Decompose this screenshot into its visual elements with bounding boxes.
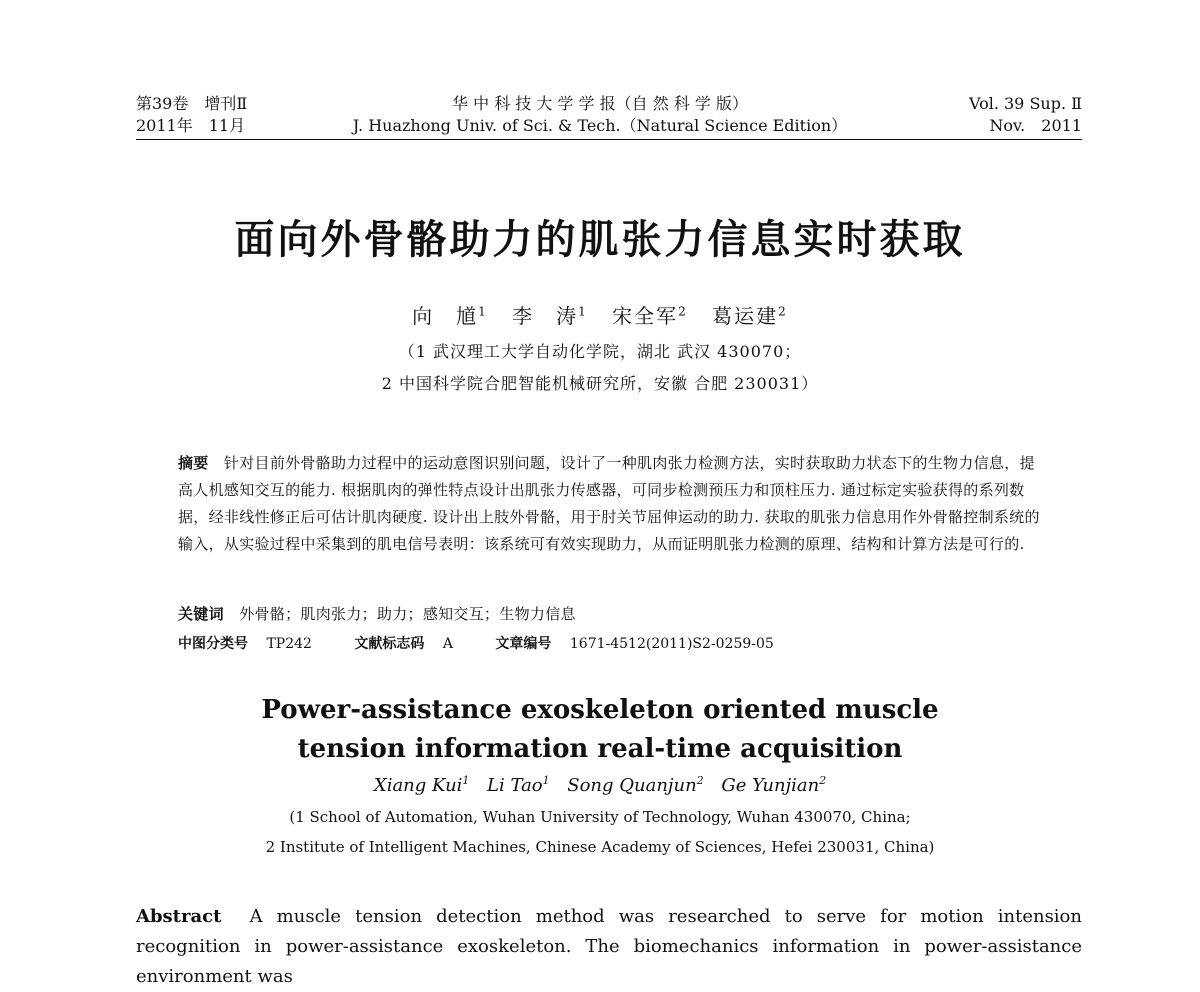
abstract-cn-text: 针对目前外骨骼助力过程中的运动意图识别问题，设计了一种肌肉张力检测方法，实时获取助力状态下的生物力信息，提高人机感知交互的能力. 根据肌肉的弹性特点设计出肌张力传感器，可同步检测预压力和顶柱压力. 通过标定实验获得的系列数据，经非线性修正后可估计肌肉硬度. 设计出上肢外骨骼，用于肘关节屈伸运动的助力. 获取的肌张力信息用作外骨骼控制系统的输入，从实验过程中采集到的肌电信号表明：该系统可有效实现助力，从而证明肌张力检测的原理、结构和计算方法是可行的. [178,454,1040,553]
affiliation-en-2: 2 Institute of Intelligent Machines, Chinese Academy of Sciences, Hefei 230031, China) [265,838,935,856]
affiliation-cn-1: （1 武汉理工大学自动化学院，湖北 武汉 430070； [398,342,802,361]
abstract-en [136,902,1082,992]
paper-title-cn: 面向外骨骼助力的肌张力信息实时获取 [234,217,966,263]
abstract-en-label: Abstract [136,906,222,927]
author-en: Song Quanjun$^2$ [567,774,704,796]
article-number-label: 文章编号 [495,636,552,652]
affiliation-en-1: (1 School of Automation, Wuhan University of Technology, Wuhan 430070, China; [289,808,911,826]
author-en: Li Tao$^1$ [487,774,550,796]
clc-label: 中图分类号 [178,636,248,652]
header-journal-en: J. Huazhong Univ. of Sci. & Tech.（Natural Science Edition） [352,116,848,135]
header-date: 2011年 11月 [136,116,246,135]
header-journal-cn: 华 中 科 技 大 学 学 报（自 然 科 学 版） [452,94,748,113]
author-cn: 向 馗$^1$ [412,304,488,328]
header-volume: 第39卷 增刊Ⅱ [136,94,248,113]
authors-cn [0,300,1200,329]
affiliation-cn-2: 2 中国科学院合肥智能机械研究所，安徽 合肥 230031） [381,374,819,393]
header-date-en: Nov. 2011 [989,116,1082,135]
clc-value: TP242 [266,636,312,652]
header-rule [136,139,1082,140]
header-volume-en: Vol. 39 Sup. Ⅱ [968,94,1082,113]
paper-title-en-line1: Power-assistance exoskeleton oriented muscle [261,695,939,725]
keywords-cn [178,601,1043,628]
doc-code-label: 文献标志码 [354,636,425,652]
keywords-text: 外骨骼；肌肉张力；助力；感知交互；生物力信息 [239,605,576,623]
author-cn: 葛运建$^2$ [712,304,788,328]
authors-en [0,775,1200,796]
author-cn: 李 涛$^1$ [512,304,588,328]
paper-title-en-line2: tension information real-time acquisition [297,734,903,764]
article-number-value: 1671-4512(2011)S2-0259-05 [569,636,774,652]
author-en: Xiang Kui$^1$ [373,774,470,796]
classification-line [178,633,774,655]
keywords-label: 关键词 [178,605,224,623]
author-cn: 宋全军$^2$ [612,304,688,328]
abstract-en-text: A muscle tension detection method was researched to serve for motion intension recognition in power-assistance exoskeleton. The biomechanics information in power-assistance environment was [136,906,1082,987]
doc-code-value: A [442,636,453,652]
abstract-cn [178,450,1043,558]
abstract-cn-label: 摘要 [178,454,209,472]
author-en: Ge Yunjian$^2$ [721,774,827,796]
